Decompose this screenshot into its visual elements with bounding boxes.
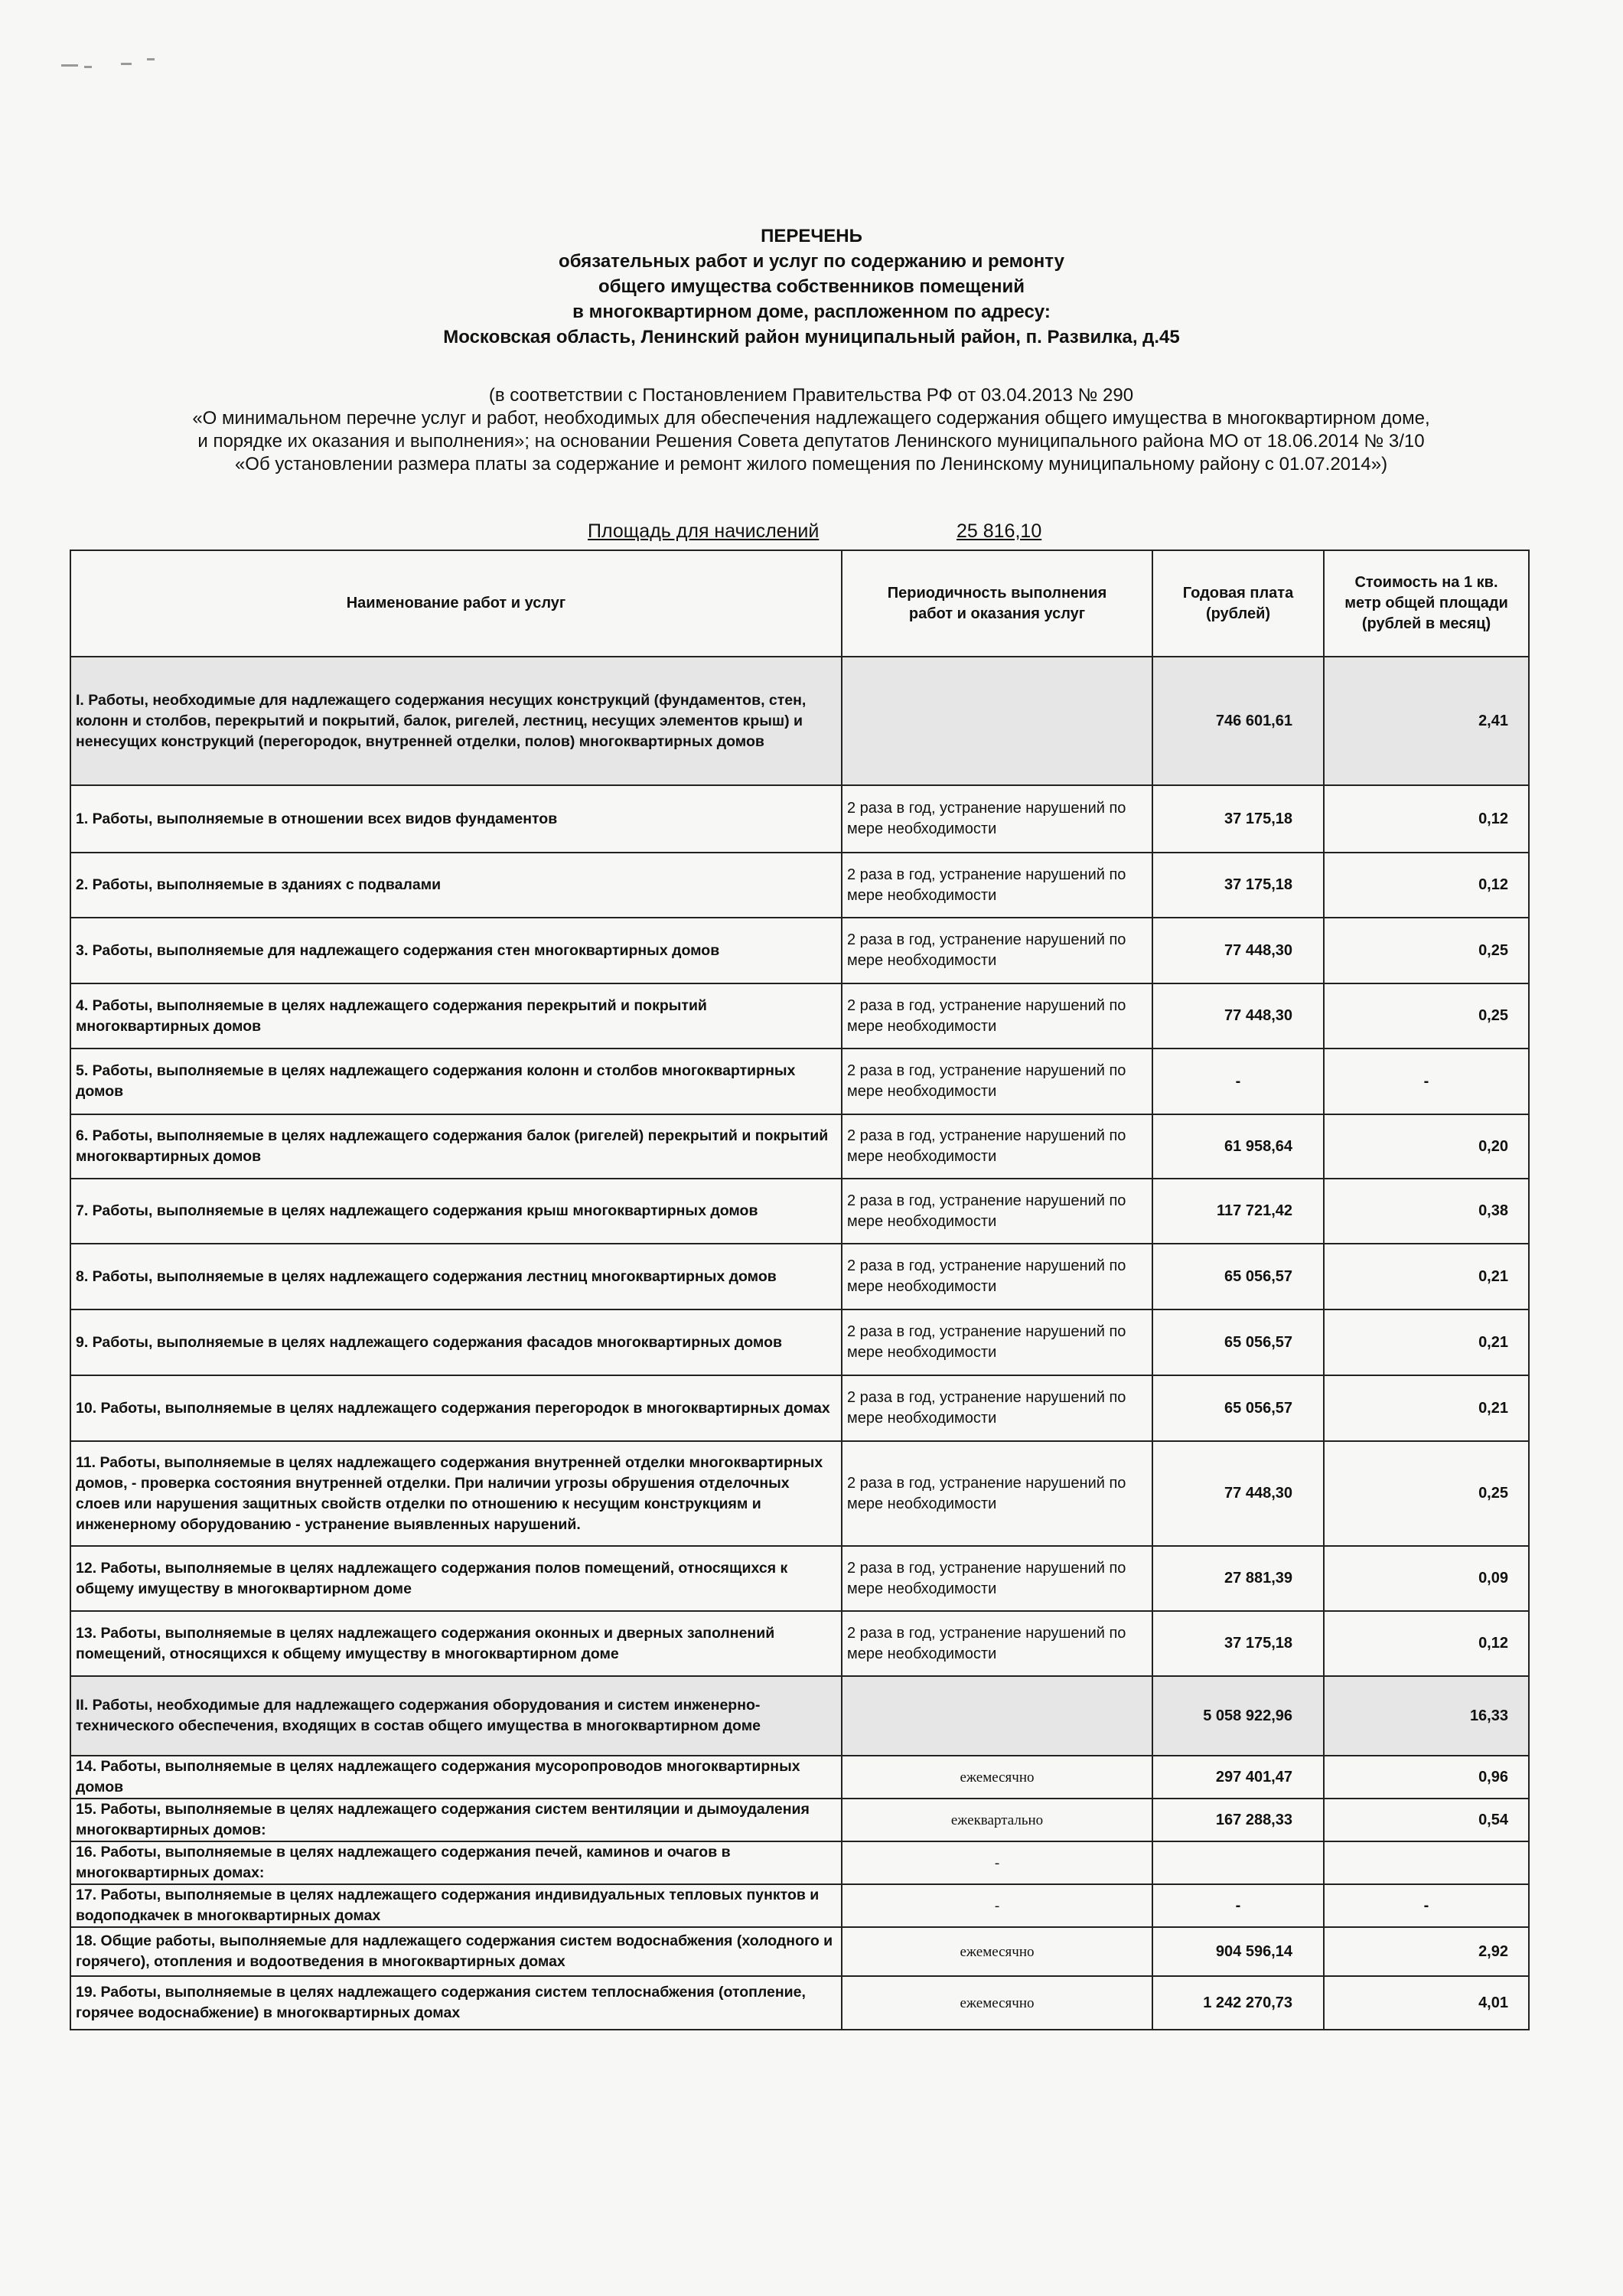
legal-basis-text xyxy=(61,384,1561,476)
cell-per-sqm: 2,41 xyxy=(1324,657,1529,785)
cell-name: 9. Работы, выполняемые в целях надлежащего содержания фасадов многоквартирных домов xyxy=(70,1309,842,1375)
cell-period: - xyxy=(842,1884,1152,1927)
cell-per-sqm: 0,20 xyxy=(1324,1114,1529,1179)
area-value: 25 816,10 xyxy=(957,520,1042,542)
cell-name: 13. Работы, выполняемые в целях надлежащего содержания оконных и дверных заполнений помещений, относящихся к общему имуществу в многоквартирном доме xyxy=(70,1611,842,1676)
title-line: обязательных работ и услуг по содержанию и ремонту xyxy=(559,251,1064,272)
cell-period: 2 раза в год, устранение нарушений по мере необходимости xyxy=(842,1309,1152,1375)
table-row xyxy=(70,1611,1529,1676)
document-title xyxy=(0,223,1623,350)
cell-annual: - xyxy=(1152,1884,1324,1927)
cell-annual: 77 448,30 xyxy=(1152,918,1324,983)
cell-annual: 167 288,33 xyxy=(1152,1799,1324,1841)
table-section-row xyxy=(70,657,1529,785)
cell-per-sqm: 0,09 xyxy=(1324,1546,1529,1611)
cell-annual: 65 056,57 xyxy=(1152,1375,1324,1441)
cell-per-sqm: 16,33 xyxy=(1324,1676,1529,1756)
table-body xyxy=(70,657,1529,2030)
cell-annual: 5 058 922,96 xyxy=(1152,1676,1324,1756)
cell-per-sqm: 0,25 xyxy=(1324,983,1529,1049)
table-row xyxy=(70,1049,1529,1114)
header-per-sqm: Стоимость на 1 кв. метр общей площади (рублей в месяц) xyxy=(1324,550,1529,657)
cell-name: 15. Работы, выполняемые в целях надлежащего содержания систем вентиляции и дымоудаления многоквартирных домов: xyxy=(70,1799,842,1841)
cell-name: 12. Работы, выполняемые в целях надлежащего содержания полов помещений, относящихся к общему имуществу в многоквартирном доме xyxy=(70,1546,842,1611)
table-row xyxy=(70,918,1529,983)
cell-name: 18. Общие работы, выполняемые для надлежащего содержания систем водоснабжения (холодного и горячего), отопления и водоотведения в многоквартирных домах xyxy=(70,1927,842,1976)
table-row xyxy=(70,1884,1529,1927)
title-line: в многоквартирном доме, распложенном по адресу: xyxy=(572,302,1051,322)
scan-artifact-marks xyxy=(61,55,168,78)
cell-period: 2 раза в год, устранение нарушений по мере необходимости xyxy=(842,853,1152,918)
cell-annual: 61 958,64 xyxy=(1152,1114,1324,1179)
cell-annual xyxy=(1152,1841,1324,1884)
cell-annual: 65 056,57 xyxy=(1152,1244,1324,1309)
table-row xyxy=(70,1441,1529,1546)
cell-name: 16. Работы, выполняемые в целях надлежащего содержания печей, каминов и очагов в многоквартирных домах: xyxy=(70,1841,842,1884)
table-row xyxy=(70,1927,1529,1976)
cell-period: ежемесячно xyxy=(842,1756,1152,1799)
cell-annual: 77 448,30 xyxy=(1152,983,1324,1049)
cell-name: II. Работы, необходимые для надлежащего содержания оборудования и систем инженерно-технического обеспечения, входящих в состав общего имущества в многоквартирном доме xyxy=(70,1676,842,1756)
cell-period: 2 раза в год, устранение нарушений по мере необходимости xyxy=(842,1375,1152,1441)
cell-per-sqm: 0,38 xyxy=(1324,1179,1529,1244)
table-row xyxy=(70,1375,1529,1441)
cell-annual: 37 175,18 xyxy=(1152,785,1324,853)
cell-annual: 746 601,61 xyxy=(1152,657,1324,785)
header-annual: Годовая плата (рублей) xyxy=(1152,550,1324,657)
cell-per-sqm: 4,01 xyxy=(1324,1976,1529,2030)
cell-name: I. Работы, необходимые для надлежащего содержания несущих конструкций (фундаментов, стен, колонн и столбов, перекрытий и покрытий, балок, ригелей, лестниц, несущих элементов крыш) и ненесущих конструкций (перегородок, внутренней отделки, полов) многоквартирных домов xyxy=(70,657,842,785)
intro-line: «О минимальном перечне услуг и работ, необходимых для обеспечения надлежащего содержания общего имущества в многоквартирном доме, xyxy=(192,408,1430,429)
title-line: Московская область, Ленинский район муниципальный район, п. Развилка, д.45 xyxy=(443,327,1180,347)
cell-period: 2 раза в год, устранение нарушений по мере необходимости xyxy=(842,1441,1152,1546)
cell-period: ежемесячно xyxy=(842,1927,1152,1976)
cell-annual: 37 175,18 xyxy=(1152,853,1324,918)
cell-annual: - xyxy=(1152,1049,1324,1114)
cell-per-sqm xyxy=(1324,1841,1529,1884)
table-section-row xyxy=(70,1676,1529,1756)
cell-per-sqm: 0,12 xyxy=(1324,1611,1529,1676)
table-row xyxy=(70,1756,1529,1799)
cell-period xyxy=(842,1676,1152,1756)
cell-name: 10. Работы, выполняемые в целях надлежащего содержания перегородок в многоквартирных домах xyxy=(70,1375,842,1441)
cell-annual: 27 881,39 xyxy=(1152,1546,1324,1611)
table-row xyxy=(70,1976,1529,2030)
cell-per-sqm: 0,21 xyxy=(1324,1244,1529,1309)
cell-period: 2 раза в год, устранение нарушений по мере необходимости xyxy=(842,1611,1152,1676)
table-row xyxy=(70,1179,1529,1244)
table-row xyxy=(70,1546,1529,1611)
works-services-table xyxy=(70,550,1530,2030)
table-row xyxy=(70,1799,1529,1841)
cell-period: ежеквартально xyxy=(842,1799,1152,1841)
intro-line: «Об установлении размера платы за содержание и ремонт жилого помещения по Ленинскому муниципальному району с 01.07.2014») xyxy=(234,454,1388,475)
cell-per-sqm: 0,12 xyxy=(1324,853,1529,918)
cell-period: 2 раза в год, устранение нарушений по мере необходимости xyxy=(842,1244,1152,1309)
cell-per-sqm: 0,21 xyxy=(1324,1309,1529,1375)
cell-name: 5. Работы, выполняемые в целях надлежащего содержания колонн и столбов многоквартирных домов xyxy=(70,1049,842,1114)
area-label: Площадь для начислений xyxy=(588,520,820,542)
cell-per-sqm: 0,54 xyxy=(1324,1799,1529,1841)
cell-annual: 904 596,14 xyxy=(1152,1927,1324,1976)
cell-annual: 117 721,42 xyxy=(1152,1179,1324,1244)
cell-period: ежемесячно xyxy=(842,1976,1152,2030)
cell-per-sqm: 0,96 xyxy=(1324,1756,1529,1799)
cell-per-sqm: 2,92 xyxy=(1324,1927,1529,1976)
cell-annual: 297 401,47 xyxy=(1152,1756,1324,1799)
cell-name: 7. Работы, выполняемые в целях надлежащего содержания крыш многоквартирных домов xyxy=(70,1179,842,1244)
cell-period: 2 раза в год, устранение нарушений по мере необходимости xyxy=(842,1049,1152,1114)
cell-period: 2 раза в год, устранение нарушений по мере необходимости xyxy=(842,1179,1152,1244)
cell-period: 2 раза в год, устранение нарушений по мере необходимости xyxy=(842,983,1152,1049)
table-row xyxy=(70,1244,1529,1309)
cell-per-sqm: - xyxy=(1324,1884,1529,1927)
intro-line: и порядке их оказания и выполнения»; на основании Решения Совета депутатов Ленинского муниципального района МО от 18.06.2014 № 3/10 xyxy=(197,431,1425,452)
cell-name: 2. Работы, выполняемые в зданиях с подвалами xyxy=(70,853,842,918)
cell-period: 2 раза в год, устранение нарушений по мере необходимости xyxy=(842,1546,1152,1611)
cell-per-sqm: - xyxy=(1324,1049,1529,1114)
cell-annual: 1 242 270,73 xyxy=(1152,1976,1324,2030)
cell-annual: 65 056,57 xyxy=(1152,1309,1324,1375)
cell-name: 6. Работы, выполняемые в целях надлежащего содержания балок (ригелей) перекрытий и покрытий многоквартирных домов xyxy=(70,1114,842,1179)
table-row xyxy=(70,983,1529,1049)
cell-name: 8. Работы, выполняемые в целях надлежащего содержания лестниц многоквартирных домов xyxy=(70,1244,842,1309)
cell-name: 14. Работы, выполняемые в целях надлежащего содержания мусоропроводов многоквартирных домов xyxy=(70,1756,842,1799)
cell-name: 1. Работы, выполняемые в отношении всех видов фундаментов xyxy=(70,785,842,853)
cell-period: 2 раза в год, устранение нарушений по мере необходимости xyxy=(842,1114,1152,1179)
cell-period xyxy=(842,657,1152,785)
cell-per-sqm: 0,21 xyxy=(1324,1375,1529,1441)
cell-name: 3. Работы, выполняемые для надлежащего содержания стен многоквартирных домов xyxy=(70,918,842,983)
cell-period: 2 раза в год, устранение нарушений по мере необходимости xyxy=(842,918,1152,983)
table-row xyxy=(70,853,1529,918)
cell-name: 19. Работы, выполняемые в целях надлежащего содержания систем теплоснабжения (отопление, горячее водоснабжение) в многоквартирных домах xyxy=(70,1976,842,2030)
table-row xyxy=(70,1841,1529,1884)
cell-period: 2 раза в год, устранение нарушений по мере необходимости xyxy=(842,785,1152,853)
cell-period: - xyxy=(842,1841,1152,1884)
cell-annual: 37 175,18 xyxy=(1152,1611,1324,1676)
title-line: общего имущества собственников помещений xyxy=(598,276,1025,297)
cell-per-sqm: 0,25 xyxy=(1324,918,1529,983)
title-line: ПЕРЕЧЕНЬ xyxy=(761,226,862,246)
cell-name: 11. Работы, выполняемые в целях надлежащего содержания внутренней отделки многоквартирных домов, - проверка состояния внутренней отделки. При наличии угрозы обрушения отделочных слоев или нарушения защитных свойств отделки по отношению к несущим конструкциям и инженерному оборудованию - устранение выявленных нарушений. xyxy=(70,1441,842,1546)
header-period: Периодичность выполнения работ и оказания услуг xyxy=(842,550,1152,657)
intro-line: (в соответствии с Постановлением Правительства РФ от 03.04.2013 № 290 xyxy=(488,385,1134,406)
area-for-charges xyxy=(0,520,1623,543)
cell-annual: 77 448,30 xyxy=(1152,1441,1324,1546)
cell-per-sqm: 0,25 xyxy=(1324,1441,1529,1546)
header-name: Наименование работ и услуг xyxy=(70,550,842,657)
table-row xyxy=(70,1309,1529,1375)
cell-name: 4. Работы, выполняемые в целях надлежащего содержания перекрытий и покрытий многоквартирных домов xyxy=(70,983,842,1049)
table-row xyxy=(70,785,1529,853)
table-header-row xyxy=(70,550,1529,657)
cell-name: 17. Работы, выполняемые в целях надлежащего содержания индивидуальных тепловых пунктов и водоподкачек в многоквартирных домах xyxy=(70,1884,842,1927)
cell-per-sqm: 0,12 xyxy=(1324,785,1529,853)
table-row xyxy=(70,1114,1529,1179)
